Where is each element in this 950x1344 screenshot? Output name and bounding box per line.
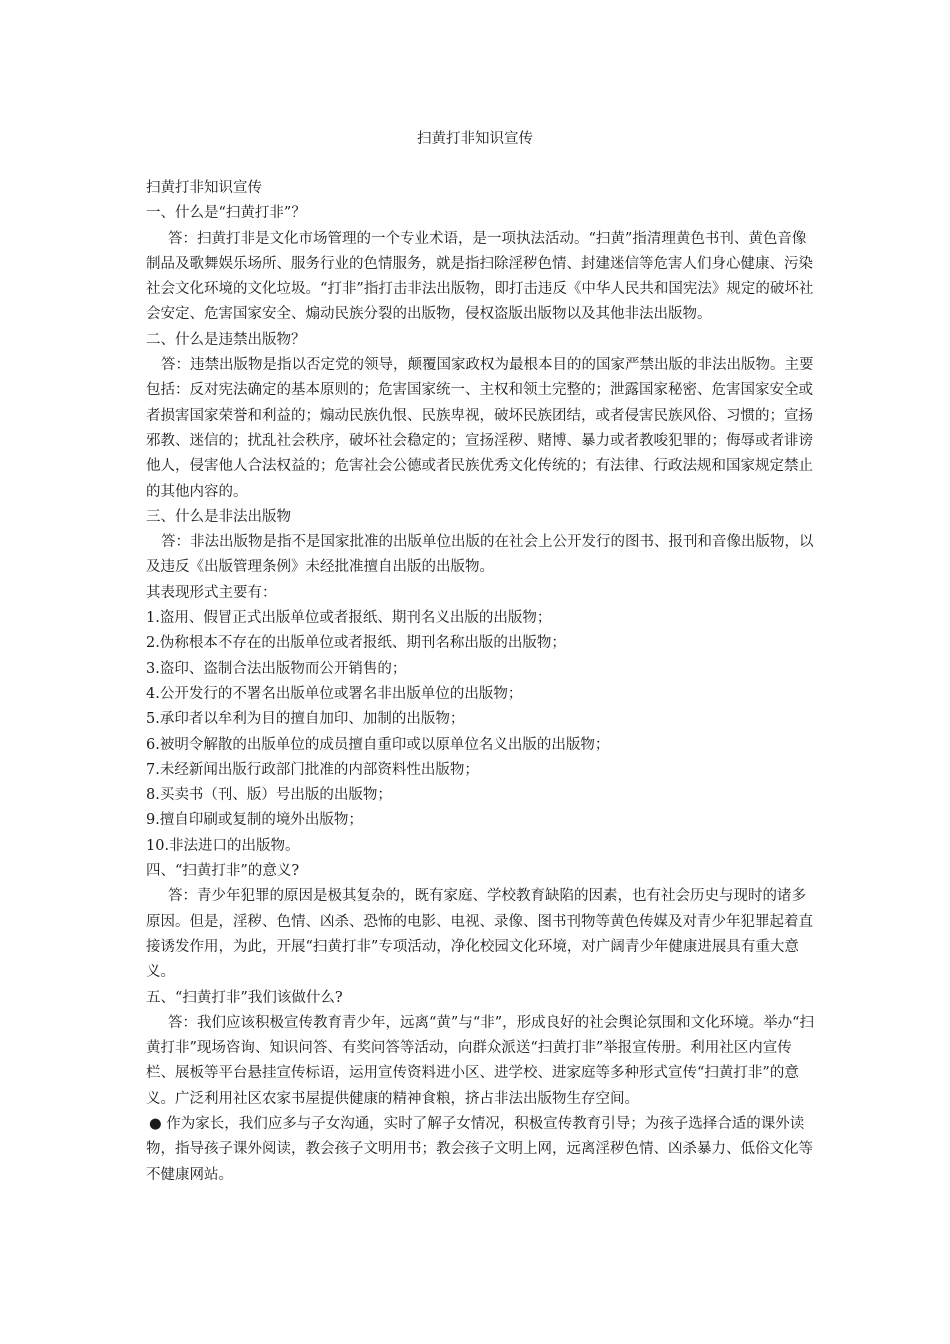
section-2-answer: 答：违禁出版物是指以否定党的领导，颠覆国家政权为最根本目的的国家严禁出版的非法出版物。主要包括：反对宪法确定的基本原则的；危害国家统一、主权和领土完整的；泄露国家秘密、危害国家安全或者损害国家荣誉和利益的；煽动民族仇恨、民族卑视，破坏民族团结，或者侵害民族风俗、习惯的；宣扬邪教、迷信的；扰乱社会秩序，破坏社会稳定的；宣扬淫秽、赌博、暴力或者教唆犯罪的；侮辱或者诽谤他人，侵害他人合法权益的；危害社会公德或者民族优秀文化传统的；有法律、行政法规和国家规定禁止的其他内容的。 [146,357,814,500]
section-4-question: 四、“扫黄打非”的意义? [146,863,300,880]
list-item: 3.盗印、盗制合法出版物而公开销售的； [146,660,407,677]
list-item: 6.被明令解散的出版单位的成员擅自重印或以原单位名义出版的出版物； [146,736,610,753]
section-4-answer: 答：青少年犯罪的原因是极其复杂的，既有家庭、学校教育缺陷的因素，也有社会历史与现时的诸多原因。但是，淫秽、色情、凶杀、恐怖的电影、电视、录像、图书刊物等黄色传媒及对青少年犯罪起着直接诱发作用，为此，开展“扫黄打非”专项活动，净化校园文化环境，对广阔青少年健康进展具有重大意义。 [146,888,813,981]
section-2-question: 二、什么是违禁出版物？ [146,331,306,348]
list-item: 1.盗用、假冒正式出版单位或者报纸、期刊名义出版的出版物； [146,610,552,627]
list-item: 4.公开发行的不署名出版单位或署名非出版单位的出版物； [146,685,523,702]
list-item: 5.承印者以牟利为目的擅自加印、加制的出版物； [146,711,465,728]
section-5-answer: 答：我们应该积极宣传教育青少年，远离“黄”与“非”，形成良好的社会舆论氛围和文化环境。举办“扫黄打非”现场咨询、知识问答、有奖问答等活动，向群众派送“扫黄打非”举报宣传册。利用社区内宣传栏、展板等平台悬挂宣传标语，运用宣传资料进小区、进学校、进家庭等多种形式宣传“扫黄打非”的意义。广泛利用社区农家书屋提供健康的精神食粮，挤占非法出版物生存空间。 [146,1014,815,1107]
section-1-question: 一、什么是“扫黄打非”？ [146,205,306,222]
section-5-question: 五、“扫黄打非”我们该做什么? [146,989,343,1006]
list-item: 8.买卖书（刊、版）号出版的出版物； [146,787,392,804]
section-1-answer: 答：扫黄打非是文化市场管理的一个专业术语，是一项执法活动。“扫黄”指清理黄色书刊、黄色音像制品及歌舞娱乐场所、服务行业的色情服务，就是指扫除淫秽色情、封建迷信等危害人们身心健康、污染社会文化环境的文化垃圾。“打非”指打击非法出版物，即打击违反《中华人民共和国宪法》规定的破坏社会安定、危害国家安全、煽动民族分裂的出版物，侵权盗版出版物以及其他非法出版物。 [146,230,814,323]
list-item: 10.非法进口的出版物。 [146,837,300,854]
section-3-question: 三、什么是非法出版物 [146,508,291,525]
list-item: 9.擅自印刷或复制的境外出版物； [146,812,363,829]
list-item: 7.未经新闻出版行政部门批准的内部资料性出版物； [146,761,479,778]
list-item: 2.伪称根本不存在的出版单位或者报纸、期刊名称出版的出版物； [146,635,566,652]
section-3-answer: 答：非法出版物是指不是国家批准的出版单位出版的在社会上公开发行的图书、报刊和音像出版物，以及违反《出版管理条例》未经批准擅自出版的出版物。 [146,534,814,576]
document-title: 扫黄打非知识宣传 [417,131,533,147]
parent-advice-paragraph: ● 作为家长，我们应多与子女沟通，实时了解子女情况，积极宣传教育引导；为孩子选择合适的课外读物，指导孩子课外阅读，教会孩子文明用书；教会孩子文明上网，远离淫秽色情、凶杀暴力、低俗文化等不健康网站。 [146,1115,813,1183]
document-heading: 扫黄打非知识宣传 [146,180,262,196]
document-body [146,176,816,1188]
section-3-list-intro: 其表现形式主要有： [146,584,277,601]
